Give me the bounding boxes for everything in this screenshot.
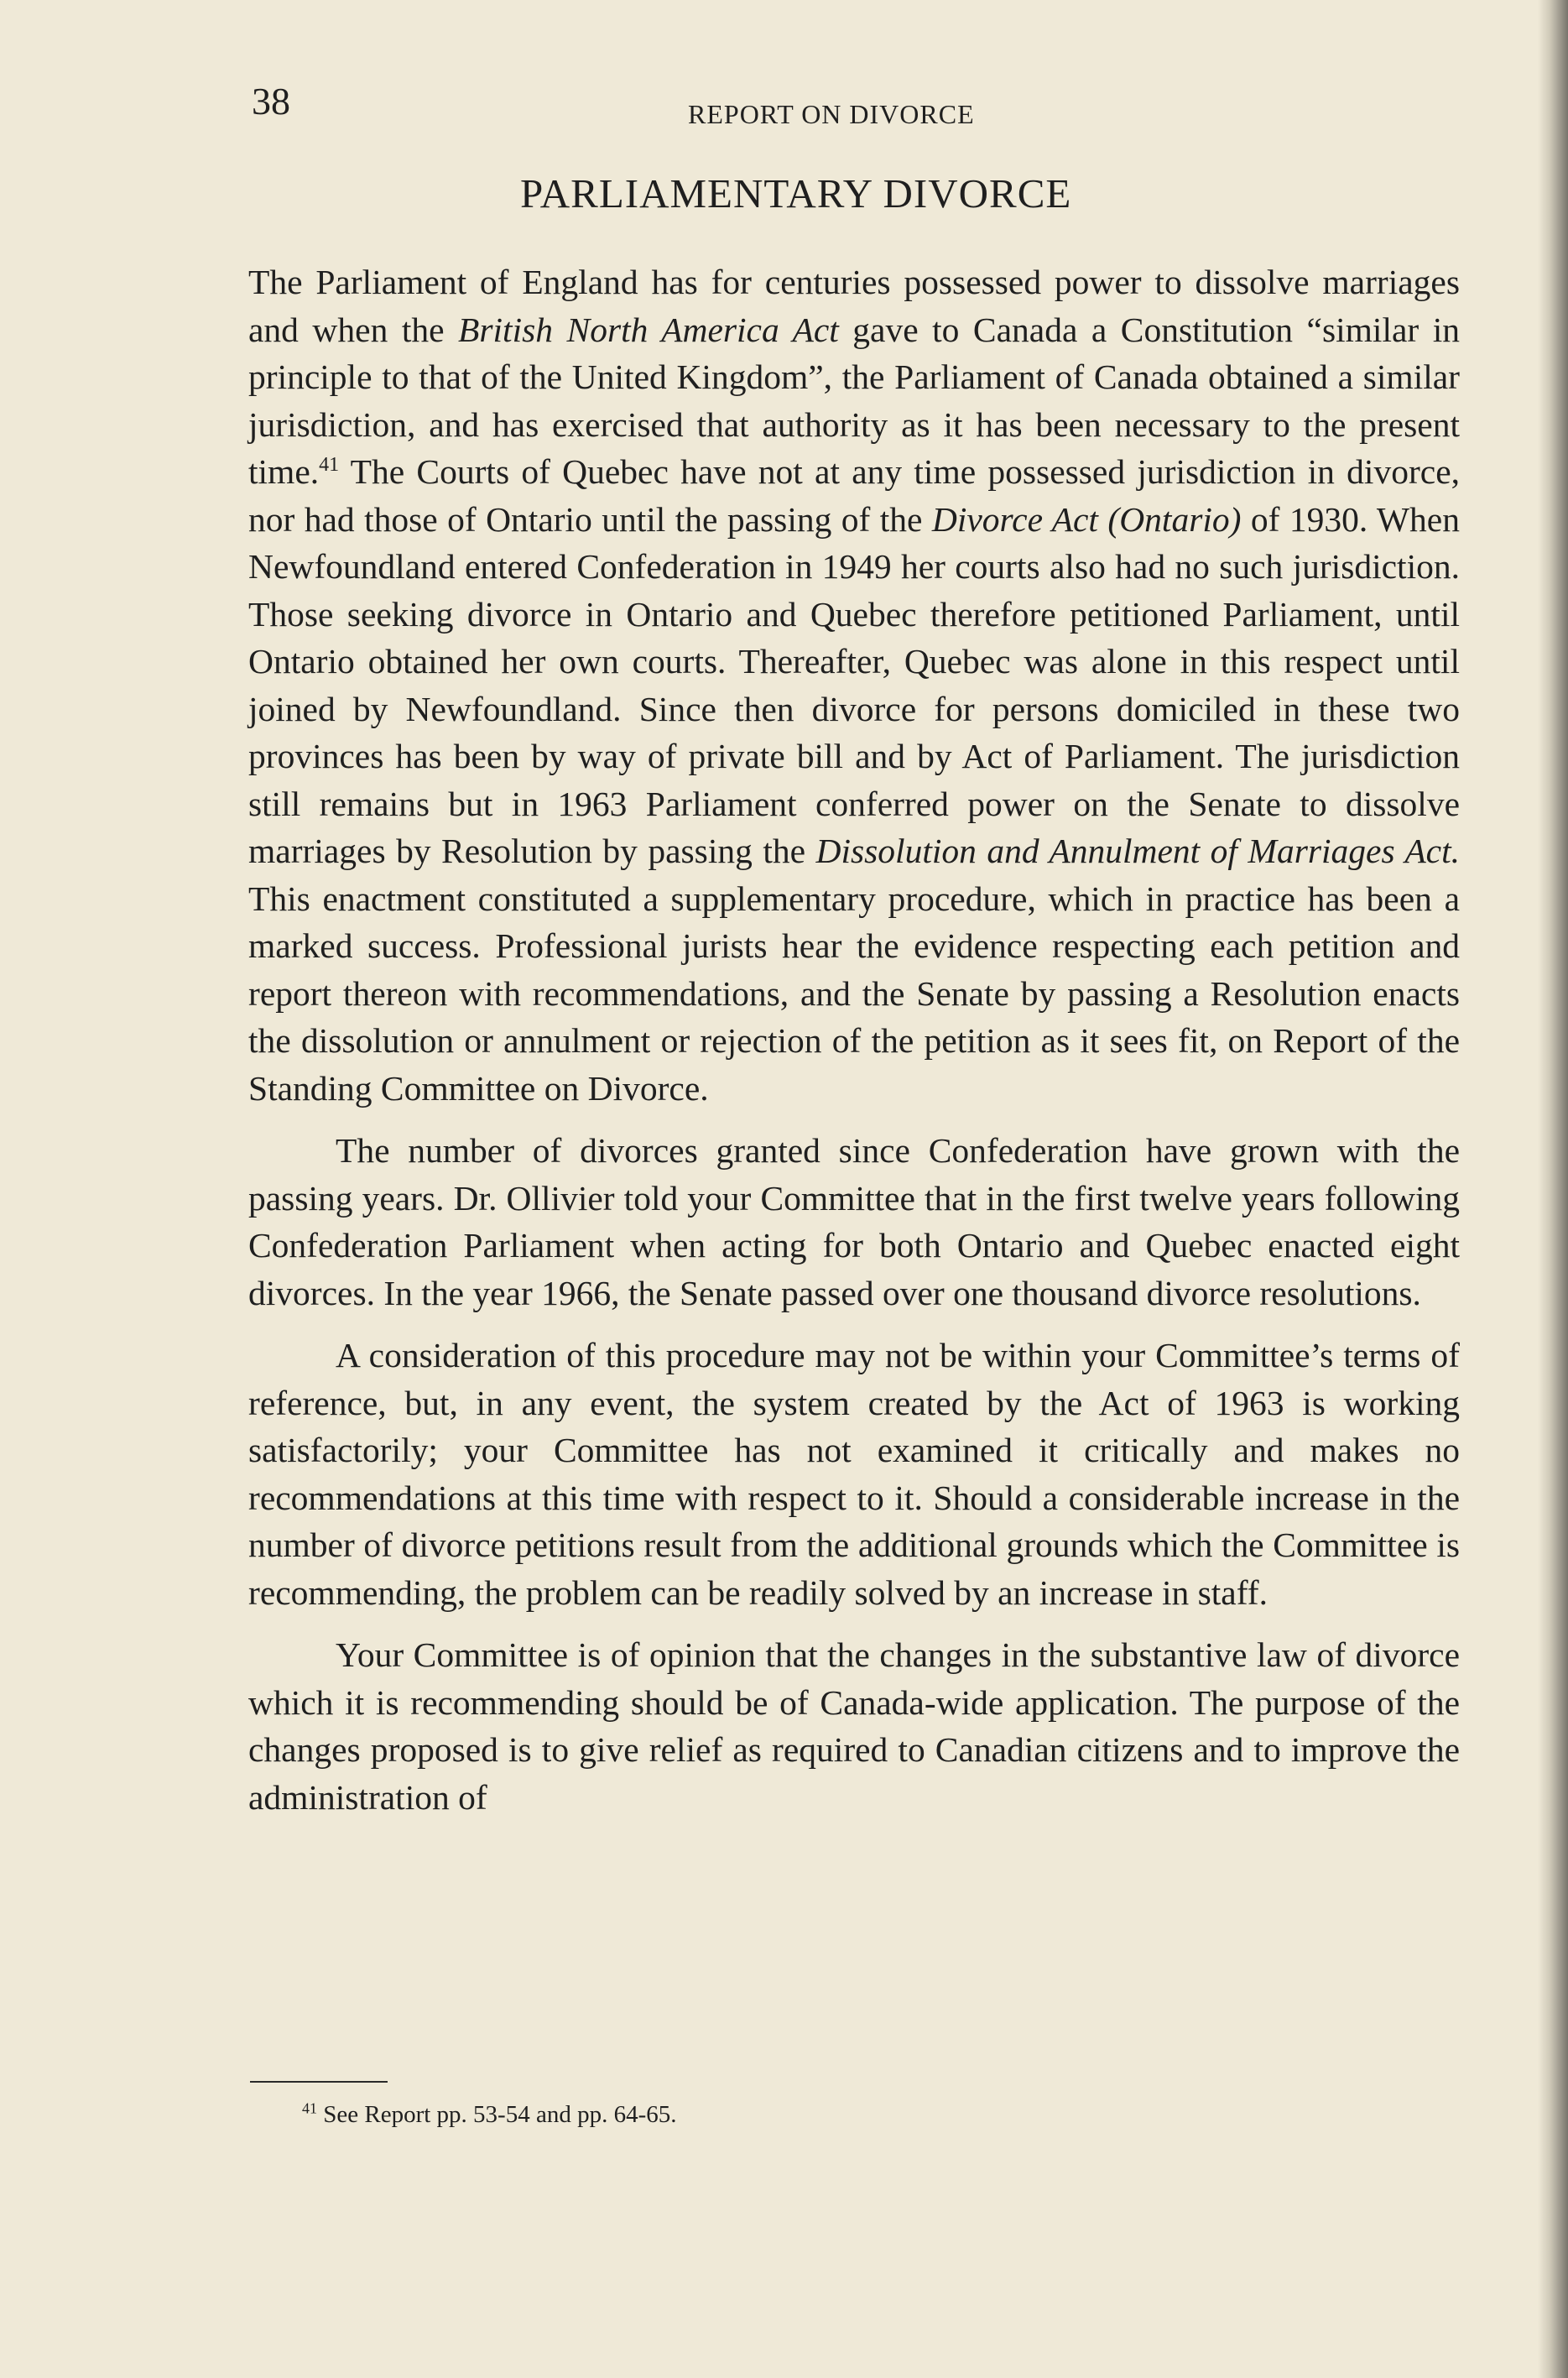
act-title-dissolution: Dissolution and Annulment of Marriages Act. [815,832,1460,870]
paragraph-1-text-c: The Courts of Quebec have not at any time possessed jurisdiction in divorce, nor had those of Ontario until the passing of the [248,452,1460,539]
footnote-reference: 41 [319,454,340,477]
running-head: REPORT ON DIVORCE [688,99,975,129]
paragraph-1-text-e: This enactment constituted a supplementary procedure, which in practice has been a marked success. Professional jurists hear the evidence respecting each petition and report thereon with recommendations, and the Senate by passing a Resolution enacts the dissolution or annulment or rejection of the petition as it sees fit, on Report of the Standing Committee on Divorce. [248,879,1460,1108]
paragraph-2: The number of divorces granted since Confederation have grown with the passing years. Dr. Ollivier told your Committee that in the first twelve years following Confederation Parliament when acting for both Ontario and Quebec enacted eight divorces. In the year 1966, the Senate passed over one thousand divorce resolutions. [248,1131,1460,1312]
paragraph-3: A consideration of this procedure may not be within your Committee’s terms of reference, but, in any event, the system created by the Act of 1963 is working satisfactorily; your Committee has not examined it critically and makes no recommendations at this time with respect to it. Should a considerable increase in the number of divorce petitions result from the additional grounds which the Committee is recommending, the problem can be readily solved by an increase in staff. [248,1336,1460,1612]
act-title-bna: British North America Act [458,310,839,349]
footnote-divider [250,2081,388,2083]
section-title: PARLIAMENTARY DIVORCE [520,170,1072,216]
footnote [302,2099,677,2128]
paragraph-4: Your Committee is of opinion that the changes in the substantive law of divorce which it is recommending should be of Canada-wide application. The purpose of the changes proposed is to give relief as required to Canadian citizens and to improve the administration of [248,1635,1460,1817]
page-number: 38 [252,80,290,123]
paragraph-1-text-b: gave to Canada a Constitution “similar in principle to that of the United Kingdom”, the Parliament of Canada obtained a similar jurisdiction, and has exercised that authority as it has been necessary to the present time. [248,310,1460,491]
footnote-marker: 41 [302,2099,317,2117]
paragraph-1 [248,258,1460,1112]
footnote-text: See Report pp. 53-54 and pp. 64-65. [323,2101,677,2128]
paragraph-1-text-a: The Parliament of England has for centuries possessed power to dissolve marriages and when the [248,263,1460,349]
body-text [248,258,1460,1836]
page-edge-shadow [1538,0,1568,2378]
paragraph-1-text-d: of 1930. When Newfoundland entered Confederation in 1949 her courts also had no such jurisdiction. Those seeking divorce in Ontario and Quebec therefore petitioned Parliament, until Ontario obtained her own courts. Thereafter, Quebec was alone in this respect until joined by Newfoundland. Since then divorce for persons domiciled in these two provinces has been by way of private bill and by Act of Parliament. The jurisdiction still remains but in 1963 Parliament conferred power on the Senate to dissolve marriages by Resolution by passing the [248,499,1460,870]
act-title-divorce-ontario: Divorce Act (Ontario) [931,499,1242,539]
